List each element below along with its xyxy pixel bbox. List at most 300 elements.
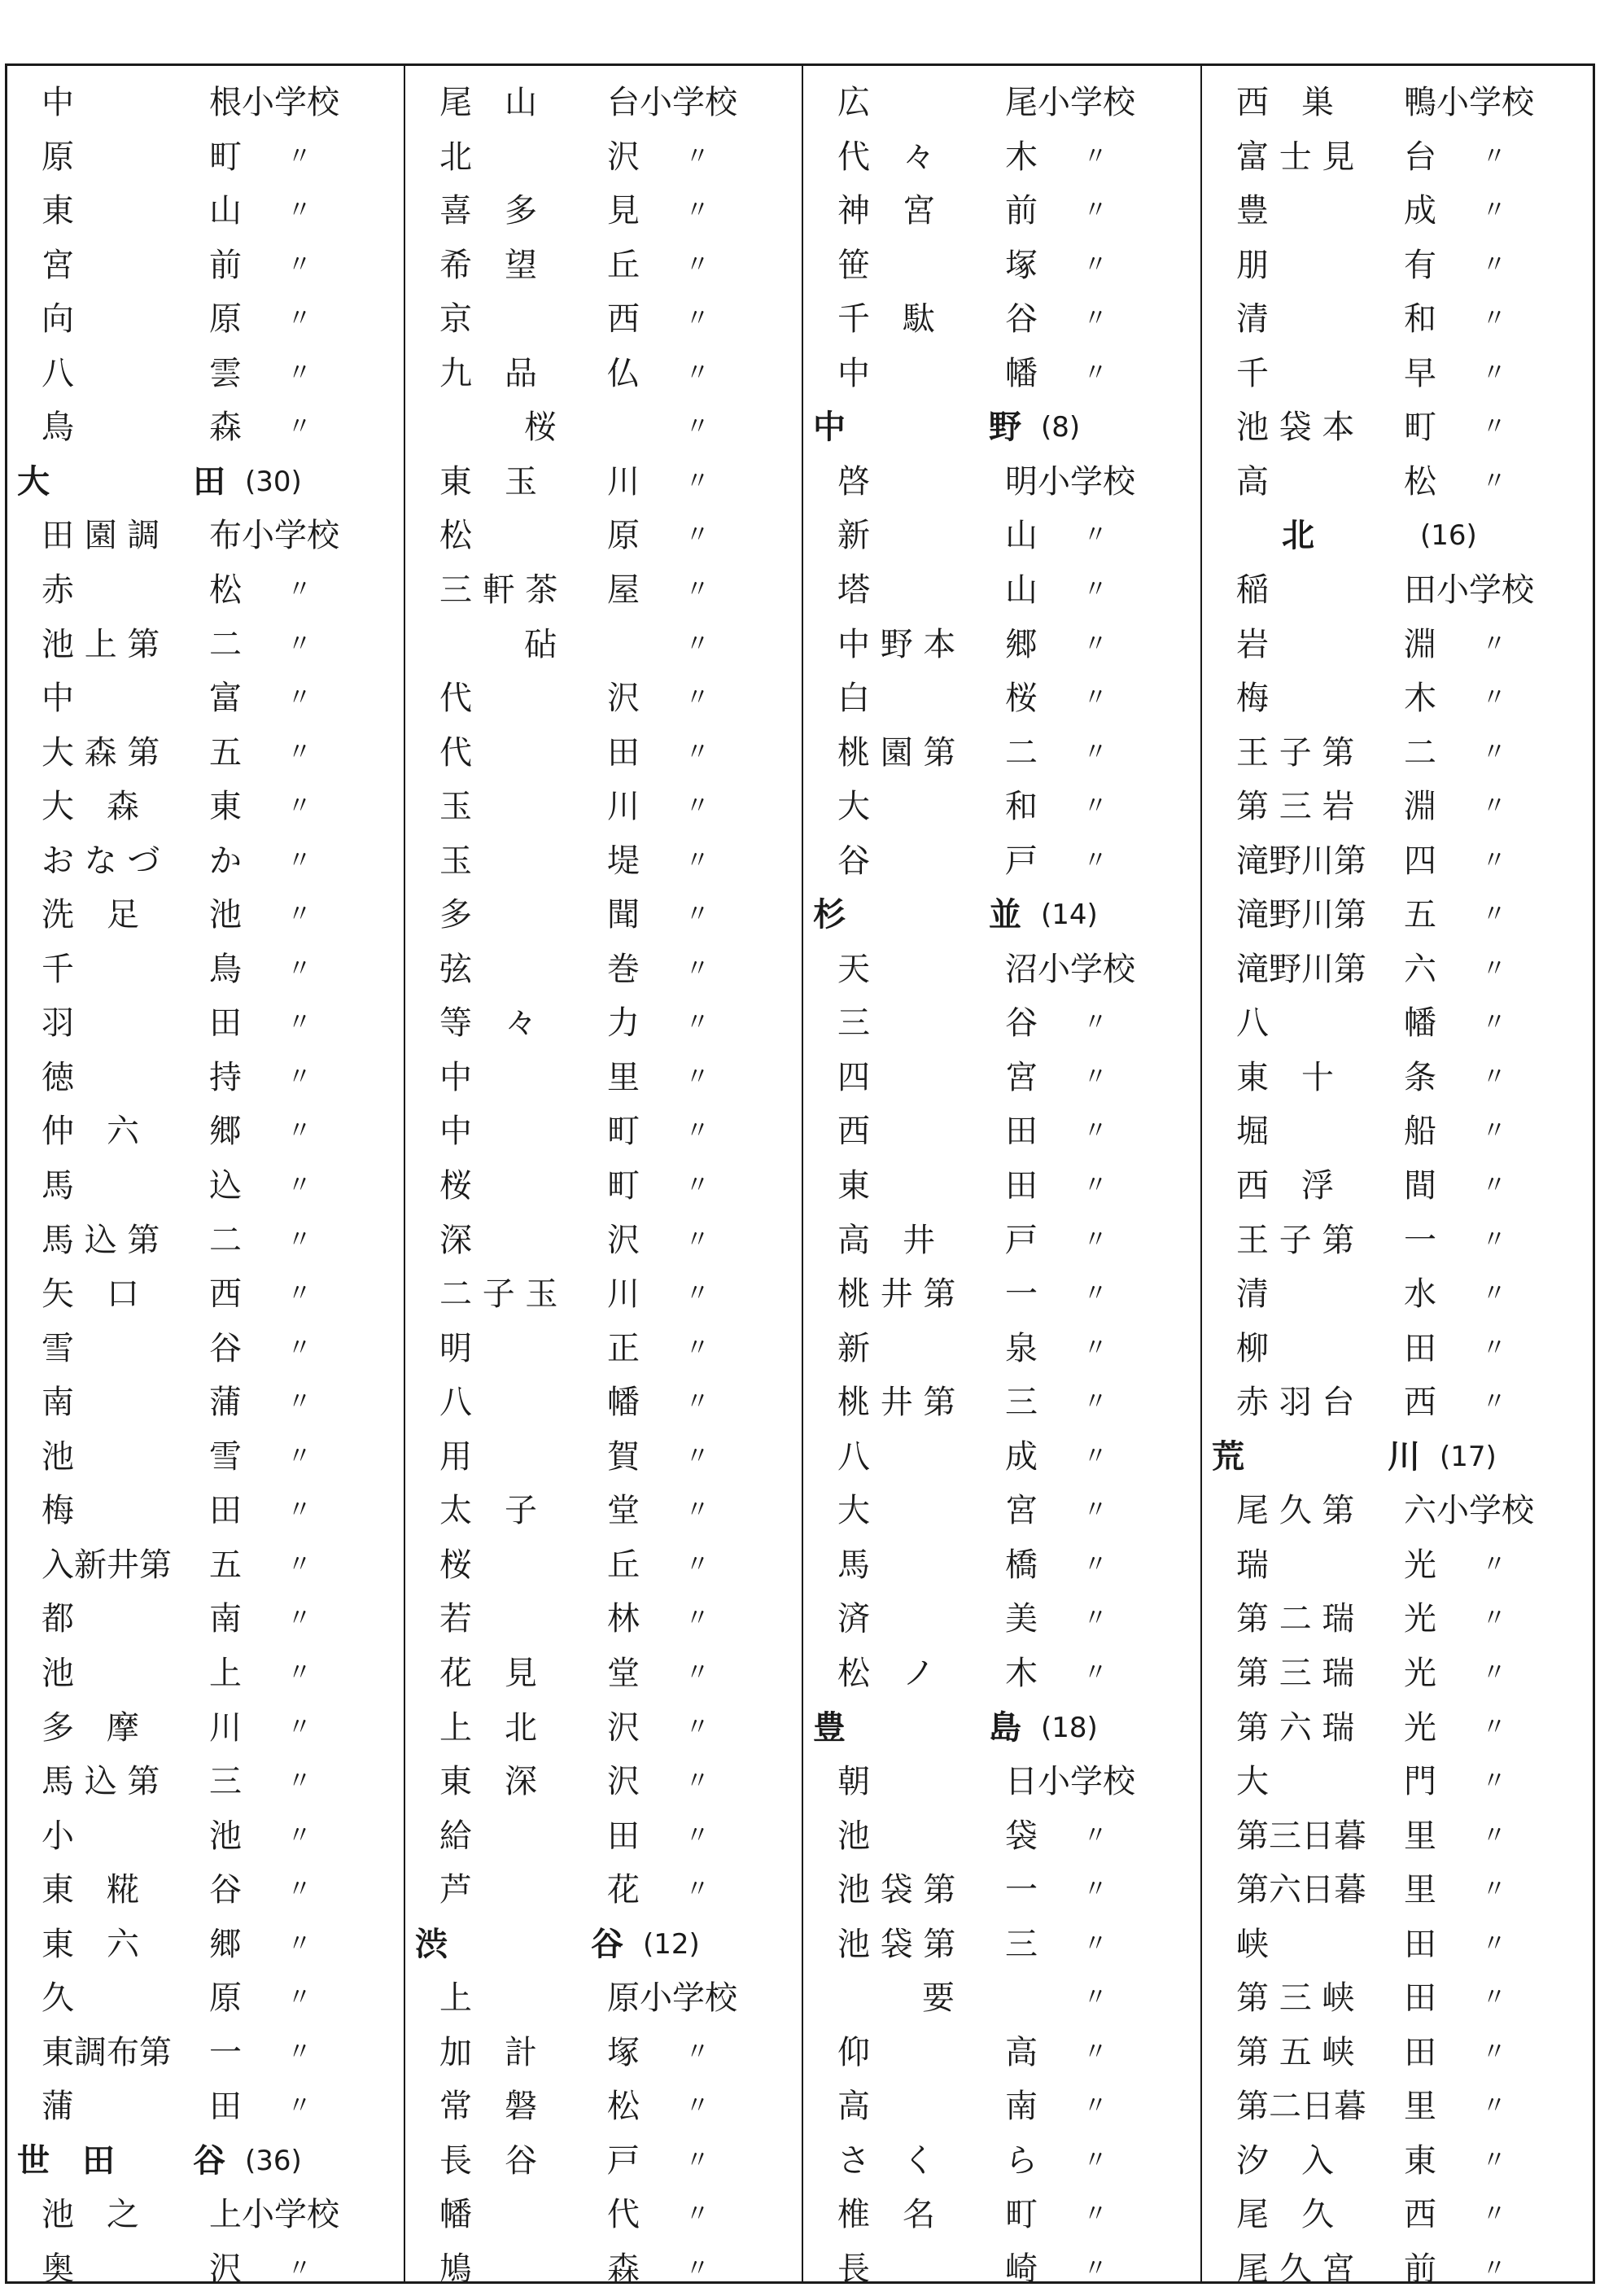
school-name-last: 有 <box>1404 246 1436 284</box>
list-item <box>405 1592 802 1646</box>
school-name: 仰 <box>837 2033 870 2071</box>
school-name-last: 三 <box>1005 1925 1038 1963</box>
list-item <box>803 1322 1200 1375</box>
school-name-last: 和 <box>1404 300 1436 339</box>
list-item <box>7 1701 404 1755</box>
ditto-mark: 〃 <box>1083 196 1108 225</box>
school-name: 幡 <box>439 2196 472 2234</box>
school-name-last: 根 <box>209 84 242 121</box>
school-name: 馬 込 第 <box>42 1763 160 1801</box>
ditto-mark: 〃 <box>1083 1875 1108 1905</box>
list-item <box>1202 1863 1593 1917</box>
school-name-last: 田 <box>1404 1925 1436 1963</box>
school-name-last: 町 <box>607 1113 640 1151</box>
school-name-last: 桜 <box>1005 680 1038 718</box>
ditto-mark: 〃 <box>1083 1983 1108 2013</box>
ditto-mark: 〃 <box>287 413 312 442</box>
list-item <box>803 1809 1200 1863</box>
school-name-last: 川 <box>209 1708 242 1747</box>
school-name: 松 <box>439 517 472 555</box>
list-item <box>803 726 1200 780</box>
ditto-mark: 〃 <box>1083 684 1108 713</box>
ditto-mark: 〃 <box>685 413 710 442</box>
ditto-mark: 〃 <box>685 737 710 767</box>
school-name: 尾 山 <box>439 84 537 121</box>
ward-name-last: 野 <box>989 409 1021 447</box>
school-name-last: 賀 <box>607 1437 640 1476</box>
ditto-mark: 〃 <box>1083 1333 1108 1362</box>
list-item <box>1202 1809 1593 1863</box>
list-item <box>7 888 404 942</box>
table-column-4 <box>1200 66 1593 2288</box>
list-item <box>803 184 1200 238</box>
school-name: 中 <box>42 680 74 718</box>
school-name: 二 子 玉 <box>439 1275 558 1314</box>
school-name: 尾 久 第 <box>1236 1492 1355 1530</box>
list-item <box>803 1863 1200 1917</box>
school-name-last: 池 <box>209 1817 242 1855</box>
list-item <box>1202 888 1593 942</box>
ditto-mark: 〃 <box>1482 466 1506 496</box>
list-item <box>1202 2188 1593 2241</box>
school-name-last: 巻 <box>607 950 640 988</box>
list-item <box>405 834 802 888</box>
school-name-last: 前 <box>1404 2250 1436 2288</box>
school-name: 池 上 第 <box>42 625 160 663</box>
ward-name: 豊 <box>813 1708 846 1747</box>
school-name: 池 之 <box>42 2196 139 2234</box>
list-item <box>1202 618 1593 671</box>
ditto-mark: 〃 <box>1083 846 1108 875</box>
school-count: (17) <box>1440 1440 1497 1473</box>
school-name-last: 里 <box>1404 2088 1436 2126</box>
ditto-mark: 〃 <box>1083 1658 1108 1687</box>
ditto-mark: 〃 <box>287 792 312 821</box>
school-name-last: 戸 <box>1005 1221 1038 1259</box>
list-item <box>803 671 1200 725</box>
school-name: 天 <box>837 950 870 988</box>
school-name-last: 見 <box>607 192 640 230</box>
school-name: お な づ <box>42 842 160 880</box>
ditto-mark: 〃 <box>287 1441 312 1471</box>
school-name-last: 上 <box>209 1654 242 1692</box>
list-item <box>803 2188 1200 2241</box>
school-name-last: 一 <box>209 2033 242 2071</box>
school-name-last: 郷 <box>1005 625 1038 663</box>
school-suffix: 小学校 <box>640 84 737 121</box>
ditto-mark: 〃 <box>685 250 710 279</box>
school-name-last: 沼 <box>1005 950 1038 988</box>
list-item <box>7 1647 404 1700</box>
ditto-mark: 〃 <box>1083 792 1108 821</box>
school-name-last: 一 <box>1005 1275 1038 1314</box>
school-name-last: 六 <box>1404 950 1436 988</box>
school-name-last: 宮 <box>1005 1492 1038 1530</box>
school-name-last: 光 <box>1404 1600 1436 1638</box>
ward-name: 中 <box>813 409 846 447</box>
ditto-mark: 〃 <box>685 900 710 929</box>
ditto-mark: 〃 <box>287 2037 312 2066</box>
ditto-mark: 〃 <box>1482 1388 1506 1417</box>
list-item <box>7 1592 404 1646</box>
school-name-last: 光 <box>1404 1708 1436 1747</box>
school-name: 新 <box>837 1329 870 1367</box>
list-item <box>7 347 404 400</box>
school-name: 四 <box>837 1058 870 1096</box>
list-item <box>405 400 802 454</box>
school-name: 雪 <box>42 1329 74 1367</box>
school-name: 東 <box>837 1167 870 1205</box>
school-name-last: 町 <box>1404 409 1436 447</box>
school-count: (14) <box>1041 899 1098 932</box>
ditto-mark: 〃 <box>1083 1441 1108 1471</box>
school-name: 済 <box>837 1600 870 1638</box>
ditto-mark: 〃 <box>1482 846 1506 875</box>
school-name-last: 四 <box>1404 842 1436 880</box>
school-name: 若 <box>439 1600 472 1638</box>
ditto-mark: 〃 <box>1083 1117 1108 1146</box>
school-name: 富 士 見 <box>1236 138 1355 176</box>
school-name-last: 代 <box>607 2196 640 2234</box>
school-name-last: 原 <box>209 300 242 339</box>
list-item <box>1202 400 1593 454</box>
list-item <box>405 184 802 238</box>
list-item <box>7 1918 404 1971</box>
school-name-last: 台 <box>1404 138 1436 176</box>
school-name: 朋 <box>1236 246 1269 284</box>
ditto-mark: 〃 <box>287 900 312 929</box>
school-name: 南 <box>42 1384 74 1422</box>
list-item <box>405 1159 802 1213</box>
school-name-last: 山 <box>209 192 242 230</box>
ditto-mark: 〃 <box>287 1767 312 1796</box>
list-item <box>803 347 1200 400</box>
school-name: 蒲 <box>42 2088 74 2126</box>
ditto-mark: 〃 <box>1083 250 1108 279</box>
school-name: 上 北 <box>439 1708 537 1747</box>
school-name-last: 田 <box>607 1817 640 1855</box>
school-name: 明 <box>439 1329 472 1367</box>
ditto-mark: 〃 <box>685 304 710 334</box>
school-name: 鳥 <box>42 409 74 447</box>
ditto-mark: 〃 <box>1083 1821 1108 1850</box>
ditto-mark: 〃 <box>685 846 710 875</box>
school-name: 多 摩 <box>42 1708 139 1747</box>
ditto-mark: 〃 <box>287 1658 312 1687</box>
ward-name-last: 川 <box>1388 1437 1420 1476</box>
list-item <box>1202 1104 1593 1158</box>
school-name: 京 <box>439 300 472 339</box>
ditto-mark: 〃 <box>685 2037 710 2066</box>
school-name-last: 力 <box>607 1004 640 1043</box>
ward-header <box>405 1918 802 1971</box>
school-name: 玉 <box>439 788 472 826</box>
school-suffix: 小学校 <box>242 2196 339 2234</box>
school-name: 宮 <box>42 246 74 284</box>
ward-header <box>1202 1430 1593 1484</box>
school-name: 大 森 第 <box>42 733 160 772</box>
school-name-last: 五 <box>1404 896 1436 934</box>
school-name-last: 泉 <box>1005 1329 1038 1367</box>
ditto-mark: 〃 <box>287 2254 312 2283</box>
school-name-last: 前 <box>209 246 242 284</box>
school-name: 深 <box>439 1221 472 1259</box>
school-name-last: 田 <box>1404 1329 1436 1367</box>
list-item <box>405 130 802 184</box>
school-name: 尾 久 <box>1236 2196 1334 2234</box>
ditto-mark: 〃 <box>287 1550 312 1579</box>
list-item <box>803 2134 1200 2188</box>
ditto-mark: 〃 <box>1083 1929 1108 1958</box>
list-item <box>1202 1918 1593 1971</box>
school-name-last: 田 <box>1404 2033 1436 2071</box>
school-suffix: 小学校 <box>1038 1763 1135 1801</box>
school-name: 峡 <box>1236 1925 1269 1963</box>
ditto-mark: 〃 <box>1083 1062 1108 1091</box>
ward-name: 杉 <box>813 896 846 934</box>
ward-name: 渋 <box>415 1925 448 1963</box>
school-name: 池 <box>42 1437 74 1476</box>
school-name: 馬 込 第 <box>42 1221 160 1259</box>
list-item <box>7 509 404 562</box>
school-name-last: 仏 <box>607 354 640 392</box>
school-name: 八 <box>1236 1004 1269 1043</box>
school-name-last: 山 <box>1005 571 1038 609</box>
ditto-mark: 〃 <box>1083 1388 1108 1417</box>
ditto-mark: 〃 <box>1482 684 1506 713</box>
school-name: 池 <box>837 1817 870 1855</box>
ditto-mark: 〃 <box>685 1171 710 1200</box>
school-name-last: 込 <box>209 1167 242 1205</box>
ditto-mark: 〃 <box>1083 2145 1108 2175</box>
ditto-mark: 〃 <box>287 1333 312 1362</box>
school-name-last: 和 <box>1005 788 1038 826</box>
ditto-mark: 〃 <box>287 1821 312 1850</box>
list-item <box>1202 726 1593 780</box>
list-item <box>803 942 1200 996</box>
list-item <box>7 2242 404 2296</box>
ditto-mark: 〃 <box>685 2254 710 2283</box>
school-name: 八 <box>42 354 74 392</box>
list-item <box>803 1592 1200 1646</box>
school-name-last: 川 <box>607 462 640 501</box>
list-item <box>7 671 404 725</box>
school-name-last: 木 <box>1404 680 1436 718</box>
school-name-last: 光 <box>1404 1654 1436 1692</box>
ward-name: 大 <box>17 462 50 501</box>
school-name-last: 間 <box>1404 1167 1436 1205</box>
list-item <box>405 509 802 562</box>
list-item <box>7 1322 404 1375</box>
school-name-last: 淵 <box>1404 788 1436 826</box>
school-name-last: 南 <box>209 1600 242 1638</box>
list-item <box>1202 1592 1593 1646</box>
ditto-mark: 〃 <box>287 1929 312 1958</box>
list-item <box>1202 2080 1593 2133</box>
list-item <box>803 1375 1200 1429</box>
school-name-last: 谷 <box>209 1871 242 1909</box>
ward-name: 北 <box>1282 517 1314 555</box>
list-item <box>405 1375 802 1429</box>
school-name-last: 持 <box>209 1058 242 1096</box>
school-name-last: 堂 <box>607 1654 640 1692</box>
school-name-last: 五 <box>209 1546 242 1584</box>
school-name-last: 森 <box>607 2250 640 2288</box>
school-name: 奥 <box>42 2250 74 2288</box>
school-name: 三 軒 茶 <box>439 571 558 609</box>
school-name: 洗 足 <box>42 896 139 934</box>
school-name-last: 屋 <box>607 571 640 609</box>
list-item <box>405 455 802 509</box>
list-item <box>405 996 802 1050</box>
school-name-last: 戸 <box>607 2141 640 2180</box>
school-name-last: 池 <box>209 896 242 934</box>
school-name-last: 台 <box>607 84 640 121</box>
school-name-last: 雲 <box>209 354 242 392</box>
school-name: 池 <box>42 1654 74 1692</box>
school-name: 代 <box>439 733 472 772</box>
list-item <box>405 1484 802 1537</box>
school-name: 矢 口 <box>42 1275 139 1314</box>
list-item <box>803 292 1200 346</box>
list-item <box>1202 671 1593 725</box>
school-name: 高 井 <box>837 1221 935 1259</box>
ward-name: 荒 <box>1212 1437 1244 1476</box>
school-name-last: 原 <box>209 1979 242 2018</box>
ditto-mark: 〃 <box>685 358 710 387</box>
list-item <box>1202 1051 1593 1104</box>
list-item <box>405 726 802 780</box>
ditto-mark: 〃 <box>1482 1117 1506 1146</box>
ditto-mark: 〃 <box>1482 1875 1506 1905</box>
school-name: 滝野川第 <box>1236 950 1366 988</box>
ditto-mark: 〃 <box>685 142 710 171</box>
school-name-last: 西 <box>209 1275 242 1314</box>
list-item <box>1202 1214 1593 1267</box>
list-item <box>405 2026 802 2080</box>
school-name: 三 <box>837 1004 870 1043</box>
list-item <box>1202 130 1593 184</box>
ditto-mark: 〃 <box>1482 2254 1506 2283</box>
school-name: 第 五 峡 <box>1236 2033 1355 2071</box>
list-item <box>405 1267 802 1321</box>
ward-name: 世 田 <box>17 2141 115 2180</box>
ward-header <box>1202 509 1593 562</box>
ward-header <box>803 1701 1200 1755</box>
list-item <box>1202 1484 1593 1537</box>
school-name-last: 高 <box>1005 2033 1038 2071</box>
ditto-mark: 〃 <box>1482 900 1506 929</box>
school-name-last: 里 <box>1404 1817 1436 1855</box>
school-name-last: 川 <box>607 788 640 826</box>
school-name-last: 里 <box>1404 1871 1436 1909</box>
school-name-last: 堂 <box>607 1492 640 1530</box>
school-name: 東 十 <box>1236 1058 1334 1096</box>
ditto-mark: 〃 <box>287 1279 312 1309</box>
school-name: 豊 <box>1236 192 1269 230</box>
school-count: (30) <box>245 465 302 498</box>
school-name-last: 町 <box>1005 2196 1038 2234</box>
list-item <box>1202 2134 1593 2188</box>
ditto-mark: 〃 <box>1482 1658 1506 1687</box>
ditto-mark: 〃 <box>1482 1604 1506 1633</box>
school-name: 等 々 <box>439 1004 537 1043</box>
school-name: 桜 <box>439 1546 472 1584</box>
list-item <box>803 1104 1200 1158</box>
ditto-mark: 〃 <box>287 1496 312 1525</box>
school-name: 谷 <box>837 842 870 880</box>
school-name-last: 光 <box>1404 1546 1436 1584</box>
school-name-last: 郷 <box>209 1113 242 1151</box>
ditto-mark: 〃 <box>685 1712 710 1742</box>
list-item <box>7 618 404 671</box>
school-name: 太 子 <box>439 1492 537 1530</box>
list-item <box>405 76 802 129</box>
school-name-last: 田 <box>1404 1979 1436 2018</box>
ditto-mark: 〃 <box>287 737 312 767</box>
school-name: 千 <box>42 950 74 988</box>
ditto-mark: 〃 <box>685 1062 710 1091</box>
list-item <box>405 1647 802 1700</box>
list-item <box>803 1971 1200 2025</box>
school-name: 東 玉 <box>439 462 537 501</box>
ditto-mark: 〃 <box>685 684 710 713</box>
school-name-last: 田 <box>209 2088 242 2126</box>
list-item <box>803 834 1200 888</box>
list-item <box>7 1809 404 1863</box>
school-name-last: 林 <box>607 1600 640 1638</box>
list-item <box>803 1647 1200 1700</box>
ditto-mark: 〃 <box>1482 629 1506 658</box>
ditto-mark: 〃 <box>1482 737 1506 767</box>
ditto-mark: 〃 <box>685 1279 710 1309</box>
school-name: 塔 <box>837 571 870 609</box>
school-name-last: 郷 <box>209 1925 242 1963</box>
ditto-mark: 〃 <box>685 575 710 604</box>
school-name-last: 塚 <box>607 2033 640 2071</box>
list-item <box>803 996 1200 1050</box>
school-name-last: 布 <box>209 517 242 555</box>
school-name: 第 二 瑞 <box>1236 1600 1355 1638</box>
school-name: 第 三 瑞 <box>1236 1654 1355 1692</box>
school-name: 桃 園 第 <box>837 733 956 772</box>
ditto-mark: 〃 <box>1083 1604 1108 1633</box>
school-name: 大 森 <box>42 788 139 826</box>
school-count: (12) <box>643 1927 700 1961</box>
ditto-mark: 〃 <box>1482 304 1506 334</box>
ditto-mark: 〃 <box>685 1604 710 1633</box>
ditto-mark: 〃 <box>685 2092 710 2121</box>
list-item <box>7 2188 404 2241</box>
ditto-mark: 〃 <box>287 575 312 604</box>
ditto-mark: 〃 <box>287 142 312 171</box>
list-item <box>1202 1647 1593 1700</box>
school-name: さ く <box>837 2141 935 2180</box>
school-name-last: 門 <box>1404 1763 1436 1801</box>
school-name: 砧 <box>524 625 557 663</box>
table-column-3 <box>802 66 1200 2288</box>
ditto-mark: 〃 <box>1083 2254 1108 2283</box>
ditto-mark: 〃 <box>1482 1983 1506 2013</box>
school-name: 久 <box>42 1979 74 2018</box>
ditto-mark: 〃 <box>685 1441 710 1471</box>
school-name: 王 子 第 <box>1236 733 1355 772</box>
school-name-last: 田 <box>209 1492 242 1530</box>
list-item <box>1202 563 1593 617</box>
list-item <box>803 563 1200 617</box>
list-item <box>7 2080 404 2133</box>
school-name: 広 <box>837 84 870 121</box>
